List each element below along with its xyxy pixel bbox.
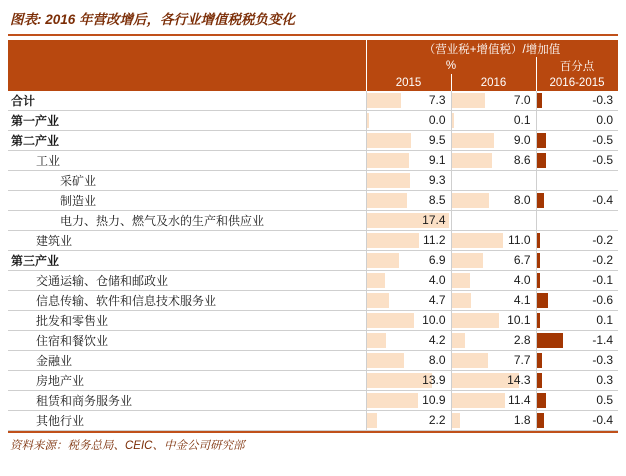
value-2016: 9.0	[513, 133, 531, 147]
value-2015: 4.7	[428, 293, 446, 307]
value-2015: 8.5	[428, 193, 446, 207]
row-label: 第三产业	[8, 251, 366, 271]
value-diff: -0.2	[592, 233, 614, 247]
table-header	[8, 40, 618, 91]
value-diff: -0.4	[592, 413, 614, 427]
value-2015: 6.9	[428, 253, 446, 267]
value-diff: -1.4	[592, 333, 614, 347]
value-2016: 4.0	[513, 273, 531, 287]
row-label: 房地产业	[8, 371, 366, 391]
table-row	[8, 351, 618, 371]
cell-diff	[536, 151, 618, 171]
cell-2016	[451, 411, 536, 431]
source-note: 资料来源：税务总局、CEIC、中金公司研究部	[10, 440, 245, 452]
cell-2016	[451, 191, 536, 211]
cell-2015	[366, 351, 451, 371]
cell-2015	[366, 271, 451, 291]
value-2016: 1.8	[513, 413, 531, 427]
cell-diff	[536, 251, 618, 271]
value-2016: 2.8	[513, 333, 531, 347]
row-label: 工业	[8, 151, 366, 171]
header-unit-percent: %	[366, 57, 536, 74]
cell-2015	[366, 191, 451, 211]
cell-2016	[451, 291, 536, 311]
cell-diff	[536, 391, 618, 411]
table-row	[8, 171, 618, 191]
cell-diff	[536, 411, 618, 431]
value-2016: 11.4	[508, 393, 531, 407]
row-label: 采矿业	[8, 171, 366, 191]
value-2015: 0.0	[428, 113, 446, 127]
table-row	[8, 411, 618, 431]
cell-2016	[451, 131, 536, 151]
value-2015: 7.3	[428, 93, 446, 107]
header-row-units	[8, 57, 618, 74]
cell-2015	[366, 111, 451, 131]
cell-diff	[536, 351, 618, 371]
row-label: 第二产业	[8, 131, 366, 151]
cell-2016	[451, 311, 536, 331]
cell-diff	[536, 211, 618, 231]
table-row	[8, 231, 618, 251]
value-diff: 0.3	[596, 373, 614, 387]
cell-2016	[451, 251, 536, 271]
cell-2016	[451, 211, 536, 231]
cell-2015	[366, 211, 451, 231]
cell-2016	[451, 371, 536, 391]
header-blank-cell-3	[8, 74, 366, 91]
cell-diff	[536, 171, 618, 191]
cell-diff	[536, 291, 618, 311]
data-table	[8, 40, 619, 431]
row-label: 电力、热力、燃气及水的生产和供应业	[8, 211, 366, 231]
table-row	[8, 211, 618, 231]
row-label: 金融业	[8, 351, 366, 371]
value-2016: 7.7	[513, 353, 531, 367]
value-diff: -0.4	[592, 193, 614, 207]
value-diff: -0.1	[592, 273, 614, 287]
table-row	[8, 331, 618, 351]
cell-2016	[451, 151, 536, 171]
value-2015: 11.2	[423, 233, 446, 247]
value-diff: 0.1	[596, 313, 614, 327]
value-2016: 14.3	[507, 373, 531, 387]
value-diff: -0.5	[592, 153, 614, 167]
value-diff: -0.2	[592, 253, 614, 267]
cell-2015	[366, 371, 451, 391]
cell-2015	[366, 331, 451, 351]
row-label: 交通运输、仓储和邮政业	[8, 271, 366, 291]
header-row-years	[8, 74, 618, 91]
value-diff: -0.5	[592, 133, 614, 147]
cell-2015	[366, 91, 451, 111]
cell-diff	[536, 131, 618, 151]
table-row	[8, 271, 618, 291]
row-label: 合计	[8, 91, 366, 111]
value-2016: 7.0	[513, 93, 531, 107]
value-2015: 9.1	[428, 153, 446, 167]
value-2015: 10.0	[422, 313, 446, 327]
value-2015: 9.5	[428, 133, 446, 147]
cell-diff	[536, 91, 618, 111]
cell-2015	[366, 291, 451, 311]
value-2016: 10.1	[507, 313, 531, 327]
table-row	[8, 131, 618, 151]
cell-diff	[536, 271, 618, 291]
page-title: 图表: 2016 年营改增后，各行业增值税税负变化	[10, 12, 296, 27]
value-2015: 4.2	[428, 333, 446, 347]
row-label: 其他行业	[8, 411, 366, 431]
table-row	[8, 311, 618, 331]
cell-2015	[366, 311, 451, 331]
cell-2016	[451, 111, 536, 131]
cell-2016	[451, 391, 536, 411]
header-group-label: （营业税+增值税）/增加值	[366, 40, 618, 57]
value-2016: 8.0	[513, 193, 531, 207]
value-2016: 11.0	[508, 233, 531, 247]
cell-2016	[451, 351, 536, 371]
header-col-2016: 2016	[451, 74, 536, 91]
table-row	[8, 391, 618, 411]
row-label: 批发和零售业	[8, 311, 366, 331]
row-label: 建筑业	[8, 231, 366, 251]
value-2016: 4.1	[513, 293, 531, 307]
table-row	[8, 191, 618, 211]
row-label: 信息传输、软件和信息技术服务业	[8, 291, 366, 311]
title-divider	[8, 34, 618, 36]
value-2015: 9.3	[428, 173, 446, 187]
cell-diff	[536, 331, 618, 351]
table-row	[8, 371, 618, 391]
cell-2015	[366, 231, 451, 251]
value-2016: 6.7	[513, 253, 531, 267]
header-blank-cell-2	[8, 57, 366, 74]
header-row-group	[8, 40, 618, 57]
value-2015: 4.0	[428, 273, 446, 287]
table-row	[8, 291, 618, 311]
row-label: 制造业	[8, 191, 366, 211]
value-2015: 17.4	[422, 213, 446, 227]
table-row	[8, 111, 618, 131]
value-diff: 0.0	[596, 113, 614, 127]
header-col-diff: 2016-2015	[536, 74, 618, 91]
row-label: 第一产业	[8, 111, 366, 131]
table-row	[8, 151, 618, 171]
cell-2015	[366, 151, 451, 171]
value-2015: 10.9	[422, 393, 446, 407]
value-diff: -0.3	[592, 353, 614, 367]
cell-diff	[536, 111, 618, 131]
cell-2016	[451, 271, 536, 291]
cell-2016	[451, 171, 536, 191]
cell-diff	[536, 311, 618, 331]
value-2015: 2.2	[428, 413, 446, 427]
cell-2015	[366, 251, 451, 271]
cell-2015	[366, 391, 451, 411]
value-diff: 0.5	[596, 393, 614, 407]
cell-diff	[536, 191, 618, 211]
value-diff: -0.3	[592, 93, 614, 107]
cell-diff	[536, 371, 618, 391]
header-blank-cell	[8, 40, 366, 57]
value-diff: -0.6	[592, 293, 614, 307]
value-2016: 8.6	[513, 153, 531, 167]
cell-2016	[451, 91, 536, 111]
cell-diff	[536, 231, 618, 251]
cell-2016	[451, 231, 536, 251]
table-row	[8, 91, 618, 111]
header-col-2015: 2015	[366, 74, 451, 91]
value-2015: 8.0	[428, 353, 446, 367]
cell-2015	[366, 411, 451, 431]
table-row	[8, 251, 618, 271]
table-body	[8, 91, 618, 431]
row-label: 租赁和商务服务业	[8, 391, 366, 411]
value-2015: 13.9	[422, 373, 446, 387]
cell-2015	[366, 171, 451, 191]
header-unit-points: 百分点	[536, 57, 618, 74]
value-2016: 0.1	[513, 113, 531, 127]
cell-2016	[451, 331, 536, 351]
cell-2015	[366, 131, 451, 151]
row-label: 住宿和餐饮业	[8, 331, 366, 351]
